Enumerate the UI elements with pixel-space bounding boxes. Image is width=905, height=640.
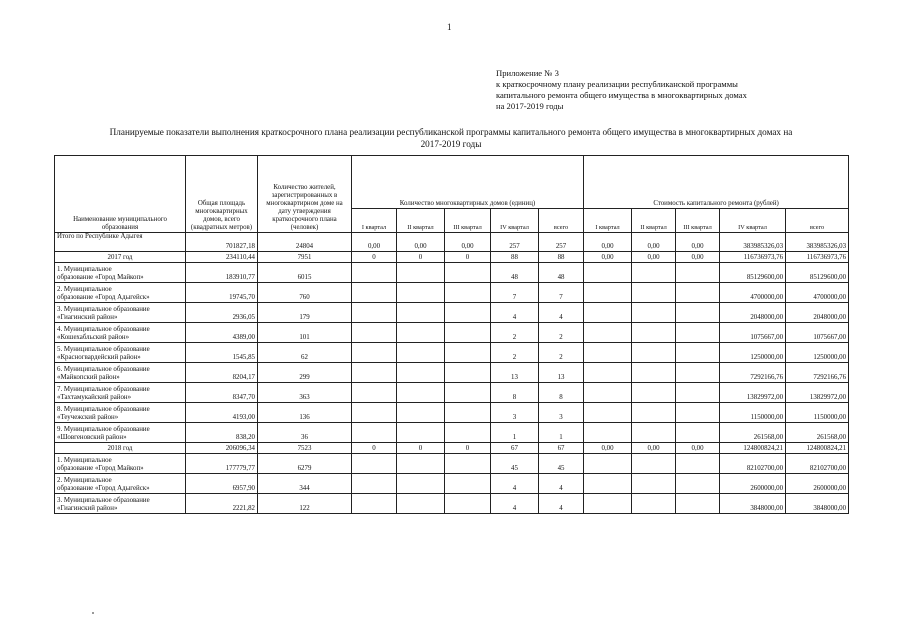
cell-c4: 2048000,00 [720, 303, 786, 323]
cell-h3 [445, 363, 491, 383]
cell-c4: 1075667,00 [720, 323, 786, 343]
cell-h1: 0,00 [352, 233, 397, 252]
cell-c1 [584, 283, 632, 303]
cell-h4: 8 [491, 383, 539, 403]
cell-ht: 13 [539, 363, 584, 383]
cell-area: 4389,00 [186, 323, 258, 343]
appendix-line: на 2017-2019 годы [496, 101, 564, 111]
cell-c1: 0,00 [584, 233, 632, 252]
cell-c2 [632, 323, 676, 343]
cell-c2 [632, 283, 676, 303]
cell-residents: 136 [258, 403, 352, 423]
cell-residents: 299 [258, 363, 352, 383]
cell-c3: 0,00 [676, 252, 720, 263]
municipality-name: Итого по Республике Адыгея [55, 233, 186, 252]
cell-area: 1545,85 [186, 343, 258, 363]
cell-ht: 2 [539, 343, 584, 363]
cell-h2 [397, 303, 445, 323]
cell-h1 [352, 263, 397, 283]
cell-area: 206096,34 [186, 443, 258, 454]
cell-c4: 2600000,00 [720, 474, 786, 494]
cell-area: 8347,70 [186, 383, 258, 403]
cell-c3 [676, 263, 720, 283]
cell-h3 [445, 383, 491, 403]
cell-area: 2936,05 [186, 303, 258, 323]
cell-c3 [676, 323, 720, 343]
cell-c1 [584, 454, 632, 474]
municipality-name-line: «Теучежский район» [57, 414, 119, 421]
cell-c1 [584, 263, 632, 283]
header-houses-q4: IV квартал [491, 209, 539, 233]
cell-h1 [352, 303, 397, 323]
cell-c1 [584, 343, 632, 363]
cell-h2 [397, 363, 445, 383]
municipality-name [55, 423, 186, 443]
municipality-name-line: 7. Муниципальное образование [57, 386, 150, 393]
table-row [55, 403, 849, 423]
table-row [55, 252, 849, 263]
cell-area: 701827,18 [186, 233, 258, 252]
cell-c3 [676, 494, 720, 514]
cell-c3 [676, 454, 720, 474]
cell-h4: 13 [491, 363, 539, 383]
cell-c4: 85129600,00 [720, 263, 786, 283]
municipality-name-line: 6. Муниципальное образование [57, 366, 150, 373]
cell-c1 [584, 403, 632, 423]
cell-c1 [584, 363, 632, 383]
cell-h3 [445, 323, 491, 343]
cell-ht: 2 [539, 323, 584, 343]
cell-h1 [352, 383, 397, 403]
cell-h1: 0 [352, 443, 397, 454]
cell-c3: 0,00 [676, 443, 720, 454]
cell-c4: 7292166,76 [720, 363, 786, 383]
cell-h2 [397, 343, 445, 363]
cell-h4: 2 [491, 323, 539, 343]
cell-residents: 122 [258, 494, 352, 514]
cell-c4: 82102700,00 [720, 454, 786, 474]
municipality-name-line: 2. Муниципальное [57, 286, 112, 293]
municipality-name [55, 263, 186, 283]
cell-c2 [632, 474, 676, 494]
cell-h1 [352, 343, 397, 363]
header-cost-q3: III квартал [676, 209, 720, 233]
municipality-name-line: образование «Город Адыгейск» [57, 485, 150, 492]
cell-c4: 4700000,00 [720, 283, 786, 303]
municipality-name: 2017 год [55, 252, 186, 263]
table-row [55, 263, 849, 283]
municipality-name-line: 9. Муниципальное образование [57, 426, 150, 433]
municipality-name [55, 283, 186, 303]
cell-residents: 7523 [258, 443, 352, 454]
cell-c1 [584, 423, 632, 443]
cell-area: 177779,77 [186, 454, 258, 474]
table-row [55, 423, 849, 443]
cell-residents: 760 [258, 283, 352, 303]
cell-residents: 36 [258, 423, 352, 443]
cell-ct: 7292166,76 [786, 363, 849, 383]
cell-ct: 85129600,00 [786, 263, 849, 283]
cell-h4: 257 [491, 233, 539, 252]
cell-ct: 1075667,00 [786, 323, 849, 343]
cell-residents: 6279 [258, 454, 352, 474]
municipality-name-line: 8. Муниципальное образование [57, 406, 150, 413]
cell-c1: 0,00 [584, 443, 632, 454]
cell-ct: 82102700,00 [786, 454, 849, 474]
cell-c3 [676, 474, 720, 494]
cell-c4: 261568,00 [720, 423, 786, 443]
cell-ct: 2600000,00 [786, 474, 849, 494]
cell-residents: 179 [258, 303, 352, 323]
cell-residents: 363 [258, 383, 352, 403]
cell-h3 [445, 403, 491, 423]
cell-ct: 2048000,00 [786, 303, 849, 323]
cell-ct: 3848000,00 [786, 494, 849, 514]
cell-c2: 0,00 [632, 233, 676, 252]
table-row [55, 233, 849, 252]
table-row [55, 363, 849, 383]
cell-h1 [352, 474, 397, 494]
cell-h3: 0 [445, 252, 491, 263]
table-row [55, 323, 849, 343]
header-name: Наименование муниципального образования [55, 156, 186, 233]
cell-residents: 6015 [258, 263, 352, 283]
cell-residents: 101 [258, 323, 352, 343]
cell-h3 [445, 283, 491, 303]
page-number: 1 [447, 22, 452, 32]
cell-ht: 1 [539, 423, 584, 443]
municipality-name-line: образование «Город Майкоп» [57, 465, 144, 472]
cell-h1 [352, 283, 397, 303]
municipality-name-line: 2. Муниципальное [57, 477, 112, 484]
cell-h3 [445, 494, 491, 514]
header-houses-q1: I квартал [352, 209, 397, 233]
municipality-name-line: 5. Муниципальное образование [57, 346, 150, 353]
cell-ht: 4 [539, 474, 584, 494]
cell-h2 [397, 383, 445, 403]
cell-c2 [632, 383, 676, 403]
municipality-name-line: 1. Муниципальное [57, 266, 112, 273]
cell-c2 [632, 494, 676, 514]
appendix-line: Приложение № 3 [496, 68, 559, 78]
cell-h3 [445, 474, 491, 494]
cell-h2 [397, 323, 445, 343]
cell-c2 [632, 403, 676, 423]
cell-ht: 3 [539, 403, 584, 423]
municipality-name [55, 474, 186, 494]
cell-c2 [632, 263, 676, 283]
header-houses-group: Количество многоквартирных домов (единиц) [352, 156, 584, 209]
table-row [55, 454, 849, 474]
cell-c4: 3848000,00 [720, 494, 786, 514]
municipality-name: 2018 год [55, 443, 186, 454]
cell-ct: 13829972,00 [786, 383, 849, 403]
municipality-name-line: «Майкопский район» [57, 374, 120, 381]
cell-h2: 0,00 [397, 233, 445, 252]
header-area: Общая площадь многоквартирных домов, всего (квадратных метров) [186, 156, 258, 233]
cell-c1 [584, 383, 632, 403]
cell-h2: 0 [397, 443, 445, 454]
cell-ct: 124800824,21 [786, 443, 849, 454]
cell-area: 4193,00 [186, 403, 258, 423]
municipality-name [55, 323, 186, 343]
cell-h4: 7 [491, 283, 539, 303]
cell-ht: 257 [539, 233, 584, 252]
municipality-name-line: «Гиагинский район» [57, 314, 118, 321]
cell-c3 [676, 363, 720, 383]
cell-ct: 261568,00 [786, 423, 849, 443]
cell-h4: 4 [491, 474, 539, 494]
municipality-name [55, 494, 186, 514]
municipality-name-line: «Гиагинский район» [57, 505, 118, 512]
document-title [45, 126, 857, 150]
cell-h1 [352, 403, 397, 423]
cell-c2: 0,00 [632, 252, 676, 263]
cell-ht: 88 [539, 252, 584, 263]
municipality-name-line: образование «Город Адыгейск» [57, 294, 150, 301]
municipality-name-line: 3. Муниципальное образование [57, 306, 150, 313]
cell-area: 183910,77 [186, 263, 258, 283]
cell-c1 [584, 474, 632, 494]
cell-area: 234110,44 [186, 252, 258, 263]
header-cost-q2: II квартал [632, 209, 676, 233]
cell-area: 19745,70 [186, 283, 258, 303]
cell-h2 [397, 454, 445, 474]
cell-h2 [397, 263, 445, 283]
appendix-line: капитального ремонта общего имущества в многоквартирных домах [496, 90, 747, 100]
cell-h3 [445, 303, 491, 323]
cell-c3 [676, 303, 720, 323]
cell-h2 [397, 474, 445, 494]
cell-c4: 116736973,76 [720, 252, 786, 263]
cell-h3 [445, 343, 491, 363]
header-houses-q3: III квартал [445, 209, 491, 233]
cell-residents: 344 [258, 474, 352, 494]
cell-h4: 4 [491, 494, 539, 514]
municipality-name [55, 454, 186, 474]
municipality-name-line: 3. Муниципальное образование [57, 497, 150, 504]
cell-h1 [352, 454, 397, 474]
municipality-name-line: «Тахтамукайский район» [57, 394, 132, 401]
scan-speck [92, 612, 94, 614]
municipality-name-line: «Кошехабльский район» [57, 334, 130, 341]
cell-h4: 4 [491, 303, 539, 323]
cell-ht: 8 [539, 383, 584, 403]
document-title-line: 2017-2019 годы [420, 139, 482, 149]
cell-area: 6957,90 [186, 474, 258, 494]
cell-c1 [584, 323, 632, 343]
cell-h1 [352, 423, 397, 443]
indicators-table [54, 155, 849, 514]
cell-c2 [632, 454, 676, 474]
municipality-name [55, 383, 186, 403]
cell-h3: 0 [445, 443, 491, 454]
cell-ct: 383985326,03 [786, 233, 849, 252]
cell-c3: 0,00 [676, 233, 720, 252]
municipality-name-line: 4. Муниципальное образование [57, 326, 150, 333]
header-cost-total: всего [786, 209, 849, 233]
municipality-name-line: «Красногвардейский район» [57, 354, 141, 361]
cell-c4: 124800824,21 [720, 443, 786, 454]
cell-h2 [397, 423, 445, 443]
cell-c4: 1150000,00 [720, 403, 786, 423]
cell-h3 [445, 423, 491, 443]
cell-c2: 0,00 [632, 443, 676, 454]
cell-h3 [445, 454, 491, 474]
cell-h3: 0,00 [445, 233, 491, 252]
cell-ht: 45 [539, 454, 584, 474]
header-houses-total: всего [539, 209, 584, 233]
cell-c1: 0,00 [584, 252, 632, 263]
cell-c3 [676, 383, 720, 403]
cell-h2: 0 [397, 252, 445, 263]
cell-ht: 67 [539, 443, 584, 454]
cell-c2 [632, 363, 676, 383]
cell-c1 [584, 303, 632, 323]
municipality-name [55, 403, 186, 423]
table-row [55, 494, 849, 514]
cell-h2 [397, 283, 445, 303]
cell-ht: 48 [539, 263, 584, 283]
appendix-line: к краткосрочному плану реализации республиканской программы [496, 79, 738, 89]
header-cost-q4: IV квартал [720, 209, 786, 233]
cell-area: 8204,17 [186, 363, 258, 383]
cell-h4: 48 [491, 263, 539, 283]
cell-c3 [676, 403, 720, 423]
cell-residents: 7951 [258, 252, 352, 263]
cell-ht: 4 [539, 303, 584, 323]
cell-h4: 2 [491, 343, 539, 363]
cell-c4: 13829972,00 [720, 383, 786, 403]
cell-residents: 62 [258, 343, 352, 363]
header-residents: Количество жителей, зарегистрированных в многоквартирном доме на дату утверждения краткосрочного плана (человек) [258, 156, 352, 233]
cell-h3 [445, 263, 491, 283]
municipality-name-line: образование «Город Майкоп» [57, 274, 144, 281]
cell-ct: 116736973,76 [786, 252, 849, 263]
cell-h1 [352, 494, 397, 514]
cell-h4: 45 [491, 454, 539, 474]
table-row [55, 303, 849, 323]
table-row [55, 383, 849, 403]
cell-h4: 67 [491, 443, 539, 454]
cell-ht: 4 [539, 494, 584, 514]
document-title-line: Планируемые показатели выполнения краткосрочного плана реализации республиканской программы капитального ремонта общего имущества в многоквартирных домах на [109, 127, 793, 137]
cell-h4: 88 [491, 252, 539, 263]
cell-residents: 24804 [258, 233, 352, 252]
cell-ct: 1150000,00 [786, 403, 849, 423]
municipality-name-line: 1. Муниципальное [57, 457, 112, 464]
appendix-note [496, 68, 747, 112]
cell-h4: 1 [491, 423, 539, 443]
municipality-name [55, 303, 186, 323]
cell-ct: 1250000,00 [786, 343, 849, 363]
cell-h4: 3 [491, 403, 539, 423]
header-houses-q2: II квартал [397, 209, 445, 233]
cell-c3 [676, 283, 720, 303]
cell-c4: 383985326,03 [720, 233, 786, 252]
cell-area: 838,20 [186, 423, 258, 443]
table-row [55, 283, 849, 303]
cell-c2 [632, 423, 676, 443]
cell-h2 [397, 494, 445, 514]
table-row [55, 343, 849, 363]
cell-c3 [676, 423, 720, 443]
municipality-name [55, 343, 186, 363]
cell-c3 [676, 343, 720, 363]
cell-ct: 4700000,00 [786, 283, 849, 303]
table-row [55, 443, 849, 454]
header-cost-q1: I квартал [584, 209, 632, 233]
cell-h1 [352, 323, 397, 343]
cell-h2 [397, 403, 445, 423]
cell-h1: 0 [352, 252, 397, 263]
cell-c2 [632, 303, 676, 323]
table-row [55, 474, 849, 494]
cell-area: 2221,82 [186, 494, 258, 514]
cell-ht: 7 [539, 283, 584, 303]
cell-c4: 1250000,00 [720, 343, 786, 363]
cell-c1 [584, 494, 632, 514]
cell-h1 [352, 363, 397, 383]
municipality-name-line: «Шовгеновский район» [57, 434, 127, 441]
cell-c2 [632, 343, 676, 363]
municipality-name [55, 363, 186, 383]
header-cost-group: Стоимость капитального ремонта (рублей) [584, 156, 849, 209]
